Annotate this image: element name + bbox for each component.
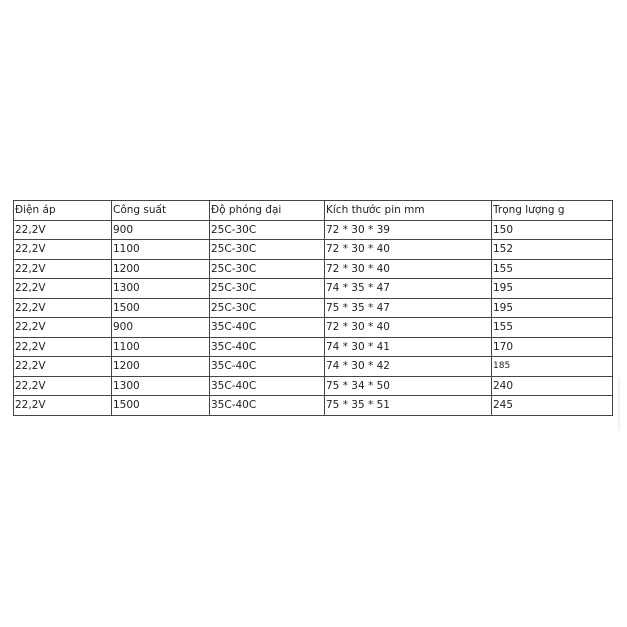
scroll-edge-mark (618, 378, 620, 430)
cell-weight: 155 (492, 318, 613, 338)
cell-weight: 245 (492, 396, 613, 416)
cell-battery-size: 74 * 35 * 47 (325, 279, 492, 299)
cell-voltage: 22,2V (14, 357, 112, 377)
cell-capacity: 1300 (112, 376, 210, 396)
cell-capacity: 1200 (112, 259, 210, 279)
table-row (14, 298, 613, 318)
cell-capacity: 1300 (112, 279, 210, 299)
cell-discharge-rate: 35C-40C (210, 337, 325, 357)
cell-voltage: 22,2V (14, 318, 112, 338)
cell-battery-size: 72 * 30 * 40 (325, 318, 492, 338)
cell-weight: 185 (492, 357, 613, 377)
table-row (14, 240, 613, 260)
table-row (14, 357, 613, 377)
cell-battery-size: 75 * 34 * 50 (325, 376, 492, 396)
cell-capacity: 900 (112, 220, 210, 240)
cell-capacity: 900 (112, 318, 210, 338)
cell-capacity: 1200 (112, 357, 210, 377)
table-row (14, 279, 613, 299)
cell-capacity: 1500 (112, 298, 210, 318)
header-weight: Trọng lượng g (492, 201, 613, 221)
cell-weight: 155 (492, 259, 613, 279)
cell-battery-size: 72 * 30 * 39 (325, 220, 492, 240)
cell-discharge-rate: 25C-30C (210, 240, 325, 260)
cell-battery-size: 75 * 35 * 47 (325, 298, 492, 318)
cell-weight: 150 (492, 220, 613, 240)
cell-voltage: 22,2V (14, 240, 112, 260)
cell-voltage: 22,2V (14, 259, 112, 279)
cell-weight: 170 (492, 337, 613, 357)
cell-voltage: 22,2V (14, 279, 112, 299)
cell-battery-size: 75 * 35 * 51 (325, 396, 492, 416)
cell-weight: 195 (492, 298, 613, 318)
cell-discharge-rate: 25C-30C (210, 220, 325, 240)
cell-discharge-rate: 25C-30C (210, 279, 325, 299)
cell-voltage: 22,2V (14, 337, 112, 357)
cell-discharge-rate: 35C-40C (210, 318, 325, 338)
header-battery-size: Kích thước pin mm (325, 201, 492, 221)
cell-weight: 195 (492, 279, 613, 299)
cell-battery-size: 72 * 30 * 40 (325, 259, 492, 279)
table-row (14, 337, 613, 357)
cell-discharge-rate: 25C-30C (210, 298, 325, 318)
cell-voltage: 22,2V (14, 376, 112, 396)
cell-voltage: 22,2V (14, 396, 112, 416)
header-capacity: Công suất (112, 201, 210, 221)
cell-battery-size: 74 * 30 * 41 (325, 337, 492, 357)
cell-voltage: 22,2V (14, 298, 112, 318)
battery-spec-table (13, 200, 613, 416)
cell-capacity: 1100 (112, 240, 210, 260)
cell-battery-size: 74 * 30 * 42 (325, 357, 492, 377)
cell-weight: 152 (492, 240, 613, 260)
cell-discharge-rate: 35C-40C (210, 376, 325, 396)
table-row (14, 318, 613, 338)
header-voltage: Điện áp (14, 201, 112, 221)
table-header-row (14, 201, 613, 221)
table-row (14, 396, 613, 416)
table-row (14, 376, 613, 396)
cell-weight: 240 (492, 376, 613, 396)
table-row (14, 220, 613, 240)
cell-capacity: 1100 (112, 337, 210, 357)
cell-discharge-rate: 25C-30C (210, 259, 325, 279)
cell-discharge-rate: 35C-40C (210, 357, 325, 377)
cell-voltage: 22,2V (14, 220, 112, 240)
cell-discharge-rate: 35C-40C (210, 396, 325, 416)
table-row (14, 259, 613, 279)
cell-battery-size: 72 * 30 * 40 (325, 240, 492, 260)
cell-capacity: 1500 (112, 396, 210, 416)
header-discharge-rate: Độ phóng đại (210, 201, 325, 221)
